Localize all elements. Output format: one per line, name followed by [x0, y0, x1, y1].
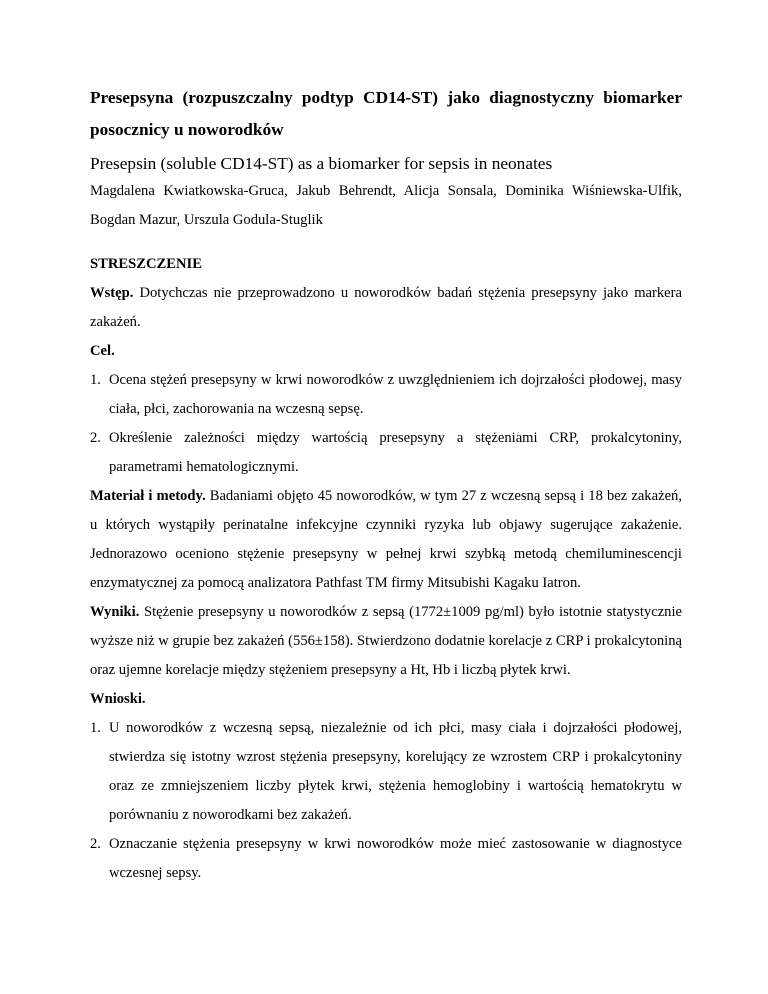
conclusion-item-number: 1. [90, 720, 101, 736]
author-list: Magdalena Kwiatkowska-Gruca, Jakub Behrendt, Alicja Sonsala, Dominika Wiśniewska-Ulfik, Bogdan Mazur, Urszula Godula-Stuglik [90, 183, 682, 228]
conclusion-item [90, 714, 682, 830]
abstract-heading: STRESZCZENIE [90, 256, 202, 272]
conclusion-item-text: U noworodków z wczesną sepsą, niezależnie od ich płci, masy ciała i dojrzałości płodowej, stwierdza się istotny wzrost stężenia presepsyny, korelujący ze wzrostem CRP i prokalcytoniny oraz ze zmniejszeniem liczby płytek krwi, stężenia hemoglobiny i wartością hematokrytu w porównaniu z noworodkami bez zakażeń. [109, 720, 682, 823]
results-paragraph [90, 598, 682, 685]
aim-item [90, 424, 682, 482]
methods-label: Materiał i metody. [90, 488, 206, 504]
methods-text: Badaniami objęto 45 noworodków, w tym 27 z wczesną sepsą i 18 bez zakażeń, u których wystąpiły perinatalne infekcyjne czynniki ryzyka lub objawy sugerujące zakażenie. Jednorazowo oceniono stężenie presepsyny w pełnej krwi szybką metodą chemiluminescencji enzymatycznej za pomocą analizatora Pathfast TM firmy Mitsubishi Kagaku Iatron. [90, 488, 682, 591]
aim-item-number: 1. [90, 372, 101, 388]
aim-list [90, 366, 682, 482]
aim-item [90, 366, 682, 424]
conclusions-list [90, 714, 682, 888]
document-page [90, 82, 682, 888]
aim-label: Cel. [90, 343, 115, 359]
results-label: Wyniki. [90, 604, 140, 620]
title-polish: Presepsyna (rozpuszczalny podtyp CD14-ST) jako diagnostyczny biomarker posocznicy u noworodków [90, 88, 682, 139]
conclusion-item-number: 2. [90, 836, 101, 852]
conclusion-item-text: Oznaczanie stężenia presepsyny w krwi noworodków może mieć zastosowanie w diagnostyce wczesnej sepsy. [109, 836, 682, 881]
conclusion-item [90, 830, 682, 888]
title-english: Presepsin (soluble CD14-ST) as a biomarker for sepsis in neonates [90, 154, 553, 173]
conclusions-label: Wnioski. [90, 691, 146, 707]
intro-paragraph [90, 279, 682, 337]
results-text: Stężenie presepsyny u noworodków z sepsą (1772±1009 pg/ml) było istotnie statystycznie wyższe niż w grupie bez zakażeń (556±158). Stwierdzono dodatnie korelacje z CRP i prokalcytoniną oraz ujemne korelacje między stężeniem presepsyny a Ht, Hb i liczbą płytek krwi. [90, 604, 682, 678]
methods-paragraph [90, 482, 682, 598]
aim-item-text: Określenie zależności między wartością presepsyny a stężeniami CRP, prokalcytoniny, parametrami hematologicznymi. [109, 430, 682, 475]
intro-label: Wstęp. [90, 285, 134, 301]
intro-text: Dotychczas nie przeprowadzono u noworodków badań stężenia presepsyny jako markera zakażeń. [90, 285, 682, 330]
aim-item-text: Ocena stężeń presepsyny w krwi noworodków z uwzględnieniem ich dojrzałości płodowej, masy ciała, płci, zachorowania na wczesną sepsę. [109, 372, 682, 417]
aim-item-number: 2. [90, 430, 101, 446]
